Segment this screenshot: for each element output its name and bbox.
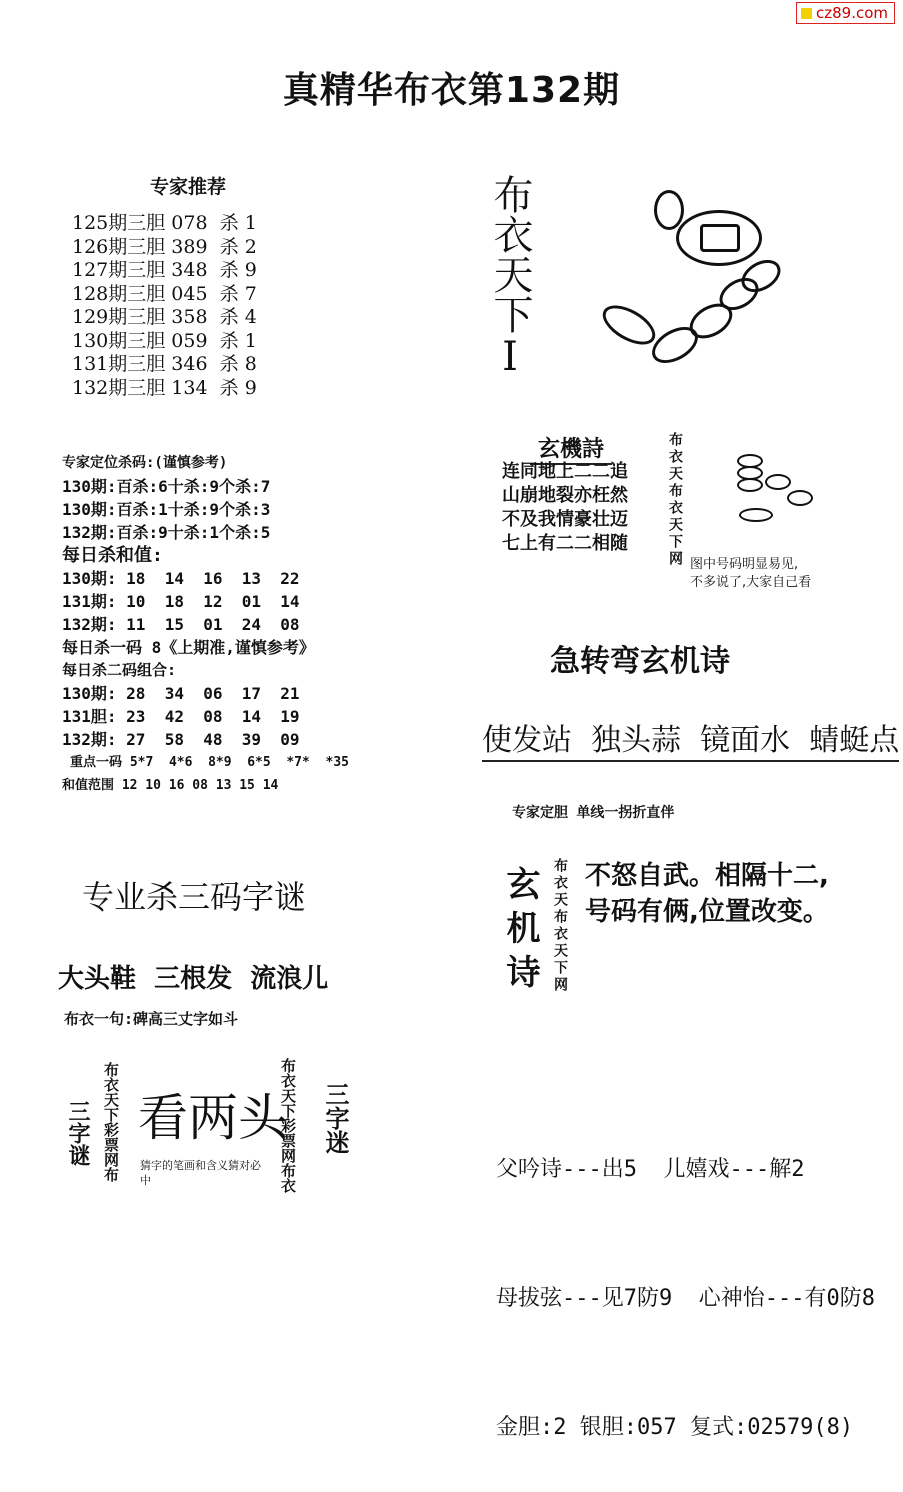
- dan-heading: 专家定胆 单线一拐折直伴: [512, 805, 675, 821]
- list-item: 130期: 18 14 16 13 22: [62, 569, 300, 588]
- list-item: 131期三胆 346 杀 8: [72, 353, 257, 375]
- dan-vert: 布衣天布衣天下网: [552, 858, 568, 994]
- list-item: 129期三胆 358 杀 4: [72, 306, 257, 328]
- dan-line: 不怒自武。相隔十二,: [585, 861, 829, 891]
- one-code: 每日杀一码 8《上期准,谨慎参考》: [62, 638, 315, 657]
- bottom-line: 母拔弦---见7防9 心神怡---有0防8: [496, 1286, 875, 1311]
- turn-heading: 急转弯玄机诗: [550, 644, 730, 679]
- position-heading: 专家定位杀码:(谨慎参考): [62, 455, 228, 471]
- riddle-center: 看两头: [138, 1089, 288, 1147]
- list-item: 130期:百杀:6十杀:9个杀:7: [62, 477, 271, 496]
- sum-range: 和值范围 12 10 16 08 13 15 14: [62, 778, 279, 793]
- position-kill-block: [62, 452, 349, 797]
- coin-stack-drawing: [735, 452, 815, 522]
- list-item: 七上有二二相随: [502, 533, 628, 554]
- list-item: 125期三胆 078 杀 1: [72, 212, 257, 234]
- list-item: 127期三胆 348 杀 9: [72, 259, 257, 281]
- xuanji-side: 布衣天布衣天下网: [667, 432, 683, 568]
- riddle-right-small: 三字迷: [321, 1082, 349, 1154]
- bottom-line: 金胆:2 银胆:057 复式:02579(8): [496, 1415, 854, 1440]
- dan-left: 玄机诗: [500, 866, 540, 998]
- list-item: 128期三胆 045 杀 7: [72, 282, 257, 305]
- xuanji-poem: [502, 460, 628, 556]
- note-line: 不多说了,大家自己看: [690, 575, 812, 590]
- list-item: 132期三胆 134 杀 9: [72, 376, 257, 399]
- list-item: 132期: 11 15 01 24 08: [62, 615, 300, 634]
- riddle-left-vert: 布衣天下彩票网布: [102, 1062, 120, 1182]
- list-item: 130期:百杀:1十杀:9个杀:3: [62, 500, 271, 519]
- expert-heading: 专家推荐: [150, 176, 227, 198]
- riddle-sentence: 布衣一句:碑高三丈字如斗: [64, 1010, 239, 1028]
- list-item: 132期: 27 58 48 39 09: [62, 730, 300, 749]
- list-item: 连同地上二二追: [502, 461, 628, 482]
- riddle-center-note: 猜字的笔画和含义猜对必中: [140, 1159, 261, 1187]
- list-item: 132期:百杀:9十杀:1个杀:5: [62, 523, 271, 542]
- xuanji-heading: 玄機詩: [530, 432, 612, 465]
- two-code-heading: 每日杀二码组合:: [62, 661, 177, 679]
- riddle-heading: 专业杀三码字谜: [82, 878, 307, 916]
- dan-line: 号码有俩,位置改变。: [585, 897, 829, 927]
- buyi-vertical: 布衣天下I: [487, 174, 533, 380]
- dan-text: [585, 858, 829, 930]
- bottom-line: 父吟诗---出5 儿嬉戏---解2: [496, 1157, 805, 1182]
- bottom-block: [496, 1062, 875, 1492]
- coin-chain-drawing: [590, 180, 830, 370]
- xuanji-note: [690, 556, 811, 592]
- watermark-square-icon: [801, 8, 812, 19]
- turn-words: 使发站 独头蒜 镜面水 蜻蜓点: [482, 722, 899, 762]
- page-title: 真精华布衣第132期: [282, 70, 621, 111]
- list-item: 131胆: 23 42 08 14 19: [62, 707, 300, 726]
- riddle-right-vert: 布衣天下彩票网布衣: [279, 1058, 297, 1193]
- watermark-text: cz89.com: [815, 4, 888, 22]
- riddle-words: 大头鞋 三根发 流浪儿: [58, 964, 329, 994]
- key-code: 重点一码 5*7 4*6 8*9 6*5 *7* *35: [70, 755, 349, 770]
- list-item: 130期三胆 059 杀 1: [72, 329, 257, 352]
- list-item: 126期三胆 389 杀 2: [72, 235, 257, 258]
- list-item: 山崩地裂亦枉然: [502, 485, 628, 506]
- list-item: 131期: 10 18 12 01 14: [62, 592, 300, 611]
- expert-list: [72, 212, 257, 400]
- site-watermark: [796, 2, 895, 24]
- list-item: 不及我情豪壮迈: [502, 509, 628, 530]
- sum-heading: 每日杀和值:: [62, 545, 163, 566]
- riddle-left-small: 三字谜: [65, 1100, 90, 1166]
- list-item: 130期: 28 34 06 17 21: [62, 684, 300, 703]
- note-line: 图中号码明显易见,: [690, 557, 799, 572]
